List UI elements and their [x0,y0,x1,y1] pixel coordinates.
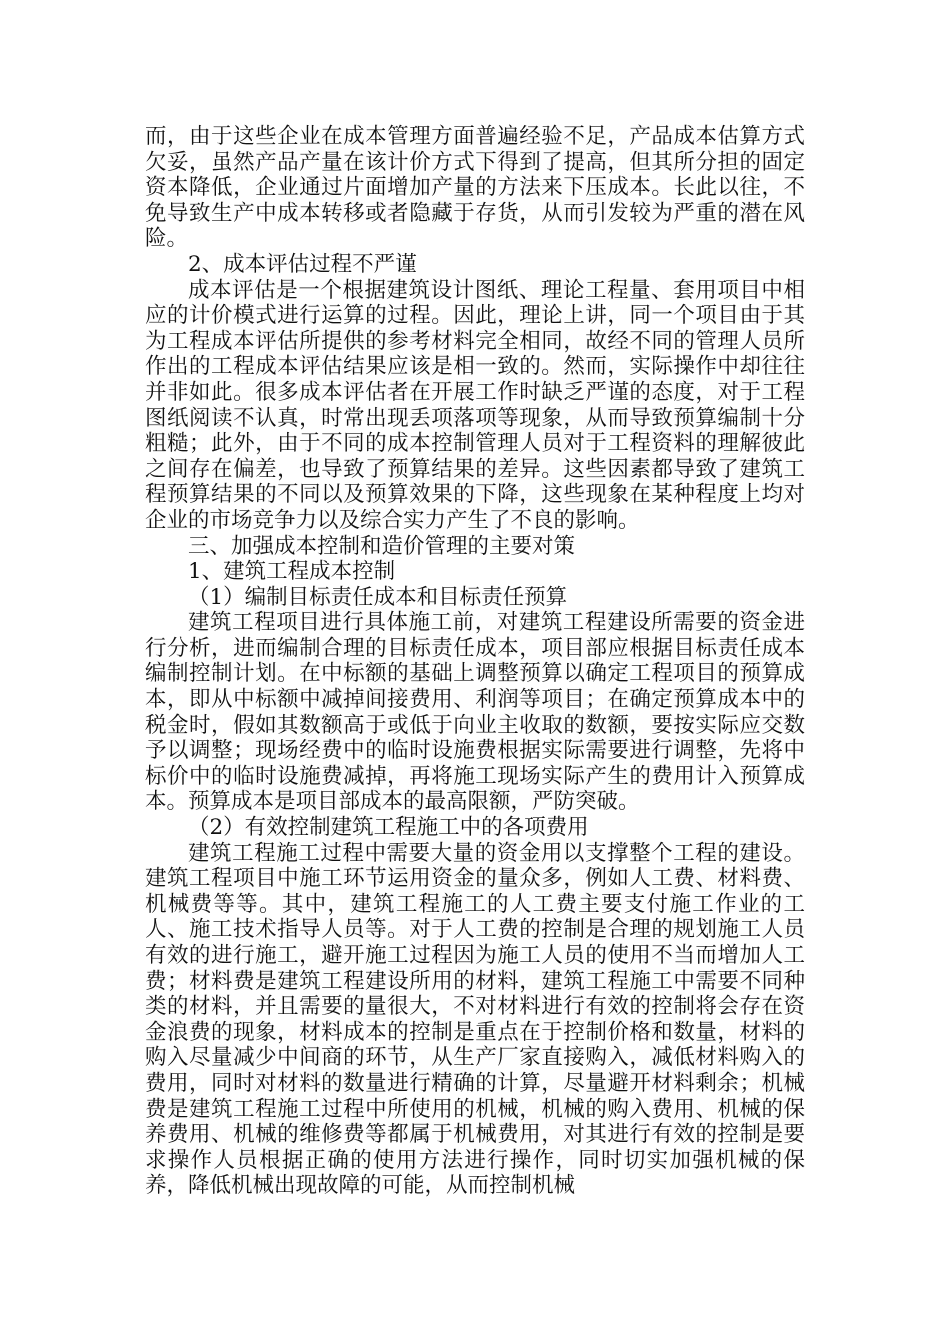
section-heading-cost-control: 1、建筑工程成本控制 [188,559,396,585]
paragraph-continuation: 而，由于这些企业在成本管理方面普遍经验不足，产品成本估算方式欠妥，虽然产品产量在该计价方式下得到了提高，但其所分担的固定资本降低，企业通过片面增加产量的方法来下压成本。长此以往，不免导致生产中成本转移或者隐藏于存货，从而引发较为严重的潜在风险。 [145,124,805,252]
paragraph-target-budget: 建筑工程项目进行具体施工前，对建筑工程建设所需要的资金进行分析，进而编制合理的目标责任成本，项目部应根据目标责任成本编制控制计划。在中标额的基础上调整预算以确定工程项目的预算成本，即从中标额中减掉间接费用、利润等项目；在确定预算成本中的税金时，假如其数额高于或低于向业主收取的数额，要按实际应交数予以调整；现场经费中的临时设施费根据实际需要进行调整，先将中标价中的临时设施费减掉，再将施工现场实际产生的费用计入预算成本。预算成本是项目部成本的最高限额，严防突破。 [145,610,805,815]
section-heading-cost-assessment: 2、成本评估过程不严谨 [188,251,417,277]
chapter-heading-countermeasures: 三、加强成本控制和造价管理的主要对策 [188,533,576,559]
subsection-heading-target-budget: （1）编制目标责任成本和目标责任预算 [188,584,568,610]
document-body [145,124,805,1199]
subsection-heading-expense-control: （2）有效控制建筑工程施工中的各项费用 [188,815,589,841]
paragraph-expense-control: 建筑工程施工过程中需要大量的资金用以支撑整个工程的建设。建筑工程项目中施工环节运用资金的量众多，例如人工费、材料费、机械费等等。其中，建筑工程施工的人工费主要支付施工作业的工人、施工技术指导人员等。对于人工费的控制是合理的规划施工人员有效的进行施工，避开施工过程因为施工人员的使用不当而增加人工费；材料费是建筑工程建设所用的材料，建筑工程施工中需要不同种类的材料，并且需要的量很大，不对材料进行有效的控制将会存在资金浪费的现象，材料成本的控制是重点在于控制价格和数量，材料的购入尽量减少中间商的环节，从生产厂家直接购入，减低材料购入的费用，同时对材料的数量进行精确的计算，尽量避开材料剩余；机械费是建筑工程施工过程中所使用的机械，机械的购入费用、机械的保养费用、机械的维修费等都属于机械费用，对其进行有效的控制是要求操作人员根据正确的使用方法进行操作，同时切实加强机械的保养，降低机械出现故障的可能，从而控制机械 [145,840,805,1199]
paragraph-cost-assessment: 成本评估是一个根据建筑设计图纸、理论工程量、套用项目中相应的计价模式进行运算的过程。因此，理论上讲，同一个项目由于其为工程成本评估所提供的参考材料完全相同，故经不同的管理人员所作出的工程成本评估结果应该是相一致的。然而，实际操作中却往往并非如此。很多成本评估者在开展工作时缺乏严谨的态度，对于工程图纸阅读不认真，时常出现丢项落项等现象，从而导致预算编制十分粗糙；此外，由于不同的成本控制管理人员对于工程资料的理解彼此之间存在偏差，也导致了预算结果的差异。这些因素都导致了建筑工程预算结果的不同以及预算效果的下降，这些现象在某种程度上均对企业的市场竞争力以及综合实力产生了不良的影响。 [145,277,805,533]
